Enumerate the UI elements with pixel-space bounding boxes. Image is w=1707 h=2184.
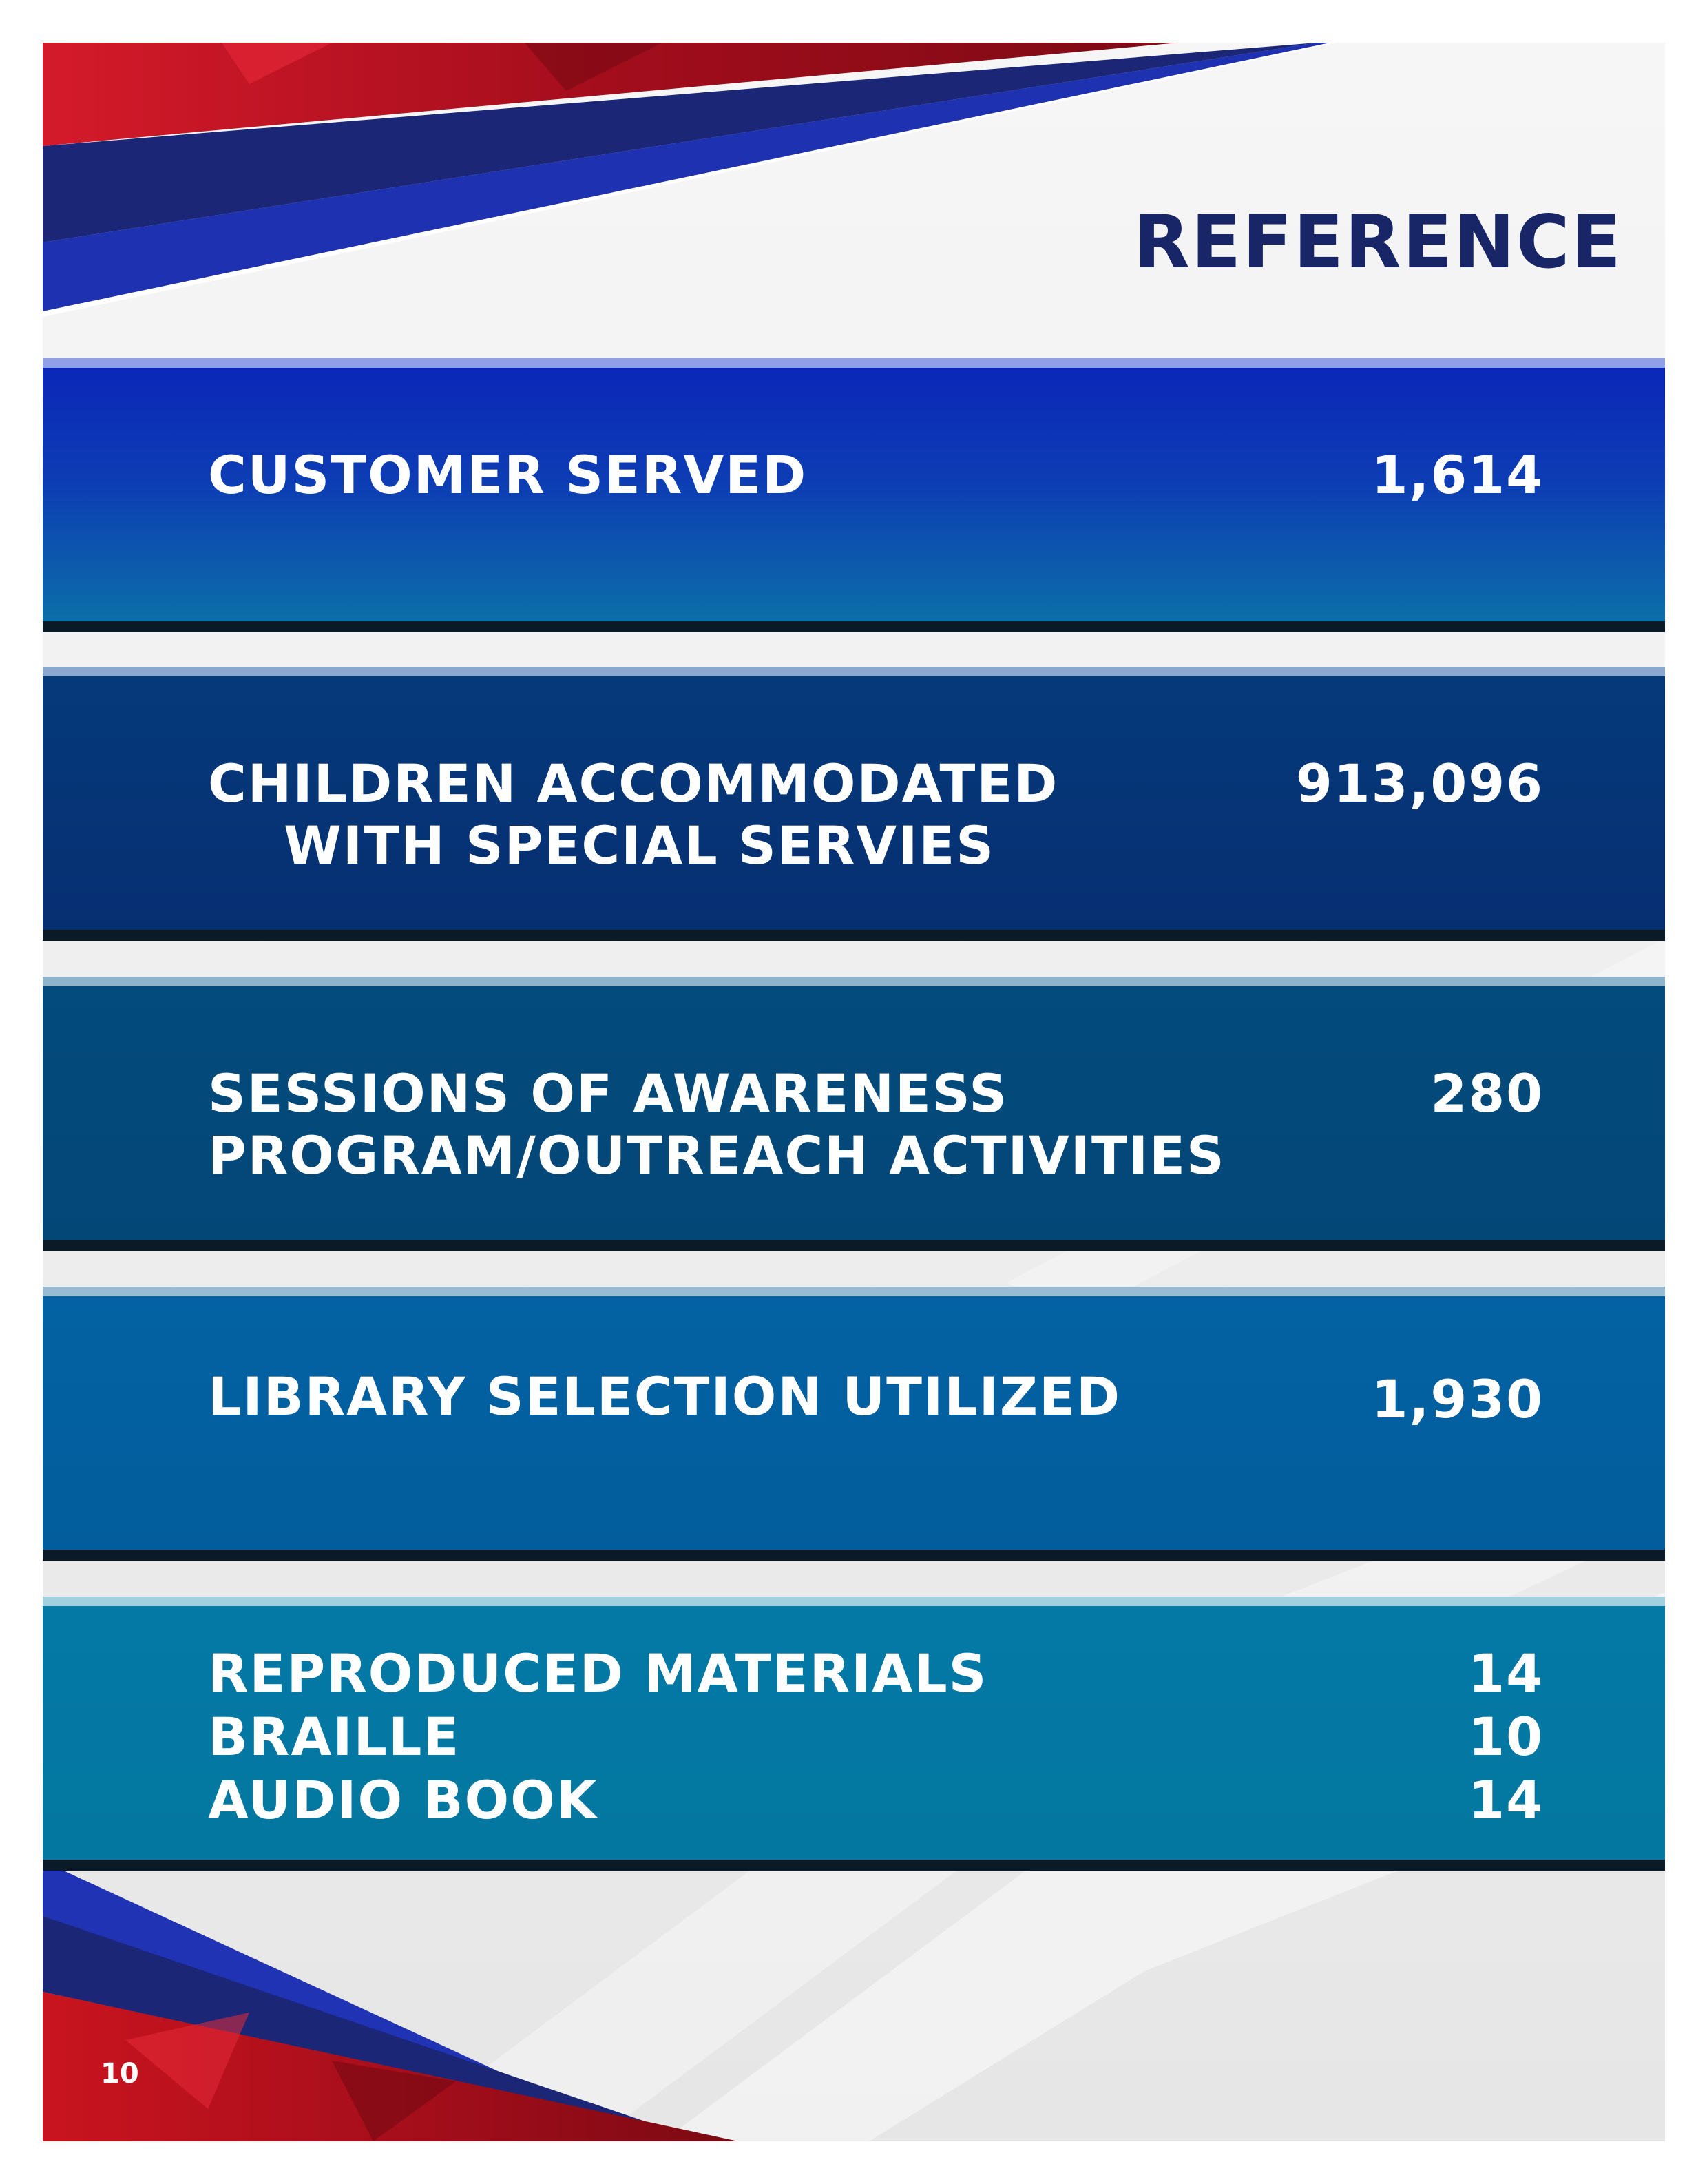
page [43, 43, 1665, 2141]
stat-value: 280 [1430, 1063, 1544, 1124]
stat-value: 1,930 [1371, 1369, 1544, 1430]
stat-label-line-2: BRAILLE [208, 1706, 461, 1767]
stat-band-children-accommodated [43, 667, 1665, 941]
stat-value-line-2: 10 [1468, 1706, 1544, 1767]
stat-band-reproduced-materials [43, 1597, 1665, 1871]
stat-label-line-1: CHILDREN ACCOMMODATED [208, 753, 1059, 814]
page-number: 10 [101, 2058, 139, 2090]
stat-label-line-1: SESSIONS OF AWARENESS [208, 1063, 1009, 1124]
stat-band-customer-served [43, 358, 1665, 632]
stat-band-library-selection [43, 1287, 1665, 1561]
stat-label-line-1: REPRODUCED MATERIALS [208, 1643, 988, 1704]
page-title: REFERENCE [1133, 200, 1622, 284]
stat-value-line-1: 14 [1468, 1643, 1544, 1704]
stat-value: 913,096 [1295, 753, 1544, 814]
stat-value: 1,614 [1371, 444, 1544, 506]
stat-label: LIBRARY SELECTION UTILIZED [208, 1366, 1122, 1427]
stat-label-line-3: AUDIO BOOK [208, 1769, 598, 1831]
stat-label-line-2: WITH SPECIAL SERVIES [284, 815, 996, 876]
stat-band-awareness-sessions [43, 977, 1665, 1251]
stat-label: CUSTOMER SERVED [208, 444, 808, 506]
stat-label-line-2: PROGRAM/OUTREACH ACTIVITIES [208, 1125, 1226, 1186]
stat-value-line-3: 14 [1468, 1769, 1544, 1831]
